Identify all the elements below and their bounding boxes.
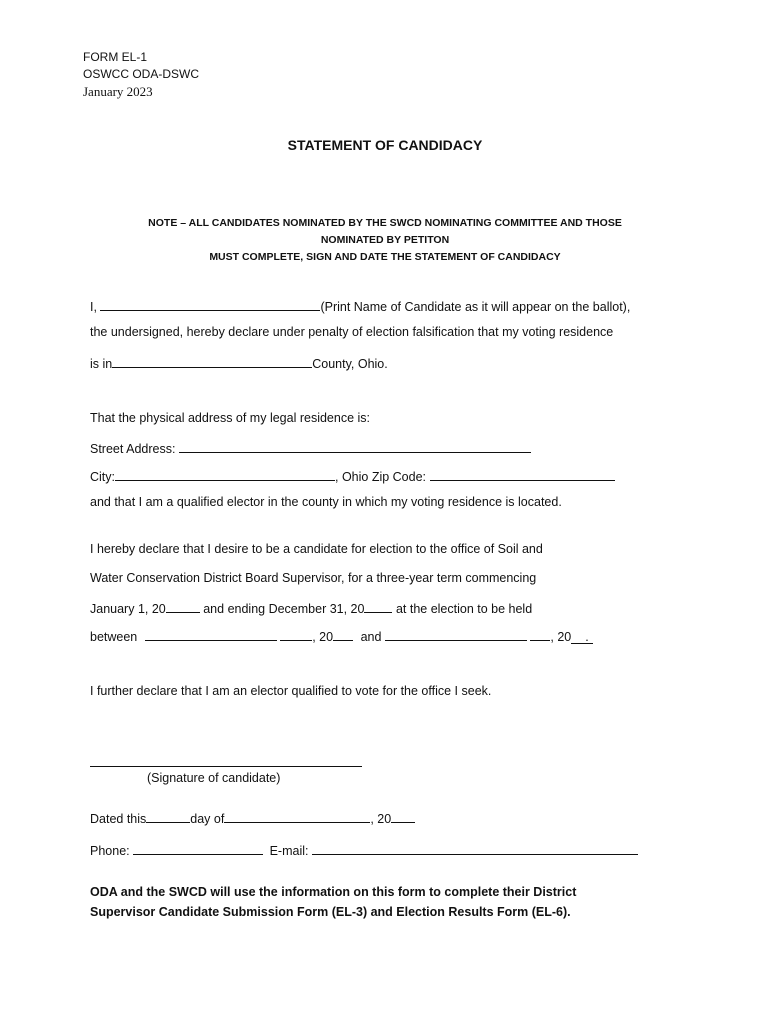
- dated-year-field[interactable]: [391, 809, 415, 823]
- declaration-line-2: the undersigned, hereby declare under penalty of election falsification that my voting residence: [90, 325, 614, 339]
- candidacy-line-2: Water Conservation District Board Supervisor, for a three-year term commencing: [90, 571, 537, 585]
- email-label: E-mail:: [269, 844, 309, 858]
- election-label: at the election to be held: [395, 602, 533, 616]
- address-intro: That the physical address of my legal residence is:: [90, 411, 370, 425]
- candidate-name-field[interactable]: [100, 297, 320, 311]
- ending-label: and ending December 31, 20: [203, 602, 365, 616]
- zip-label: , Ohio Zip Code:: [335, 470, 427, 484]
- zip-code-field[interactable]: [430, 467, 615, 481]
- agency-code: OSWCC ODA-DSWC: [83, 67, 199, 81]
- name-suffix: (Print Name of Candidate as it will appear on the ballot),: [320, 300, 631, 314]
- between-date-field[interactable]: [145, 627, 277, 641]
- qualified-elector-line: and that I am a qualified elector in the county in which my voting residence is located.: [90, 495, 562, 509]
- month-field[interactable]: [224, 809, 370, 823]
- between-label: between: [90, 630, 138, 644]
- dated-this-label: Dated this: [90, 812, 147, 826]
- and-label: and: [360, 630, 382, 644]
- city-field[interactable]: [115, 467, 335, 481]
- note-line-2: NOMINATED BY PETITON: [320, 234, 450, 246]
- candidacy-line-1: I hereby declare that I desire to be a candidate for election to the office of Soil and: [90, 542, 543, 556]
- and-day-field[interactable]: [530, 627, 550, 641]
- footer-line-2: Supervisor Candidate Submission Form (EL-3) and Election Results Form (EL-6).: [90, 905, 571, 919]
- between-comma-20-b: , 20: [550, 630, 572, 644]
- page-title: STATEMENT OF CANDIDACY: [287, 137, 483, 153]
- dated-line: [90, 809, 415, 826]
- between-comma-20-a: , 20: [312, 630, 334, 644]
- further-declaration: I further declare that I am an elector qualified to vote for the office I seek.: [90, 684, 492, 698]
- form-number: FORM EL-1: [83, 50, 148, 64]
- street-label: Street Address:: [90, 442, 176, 456]
- contact-line: [90, 841, 638, 858]
- start-year-field[interactable]: [166, 599, 200, 613]
- city-label: City:: [90, 470, 115, 484]
- term-line: [90, 599, 532, 616]
- footer-line-1: ODA and the SWCD will use the information on this form to complete their District: [90, 885, 577, 899]
- note-line-1: NOTE – ALL CANDIDATES NOMINATED BY THE SWCD NOMINATING COMMITTEE AND THOSE: [148, 217, 622, 229]
- is-in-label: is in: [90, 357, 113, 371]
- phone-field[interactable]: [133, 841, 263, 855]
- jan-prefix: January 1, 20: [90, 602, 166, 616]
- signature-field[interactable]: [90, 766, 362, 767]
- street-line: [90, 439, 531, 456]
- between-line: [90, 627, 593, 644]
- county-suffix: County, Ohio.: [312, 357, 388, 371]
- period: .: [585, 630, 589, 644]
- email-field[interactable]: [312, 841, 638, 855]
- street-address-field[interactable]: [179, 439, 531, 453]
- county-field[interactable]: [112, 354, 312, 368]
- between-year-a-field[interactable]: [333, 627, 353, 641]
- signature-label: (Signature of candidate): [147, 771, 281, 785]
- day-of-label: day of: [190, 812, 225, 826]
- between-day-field[interactable]: [280, 627, 312, 641]
- name-line: [90, 297, 630, 314]
- dated-comma-20: , 20: [370, 812, 392, 826]
- end-year-field[interactable]: [364, 599, 392, 613]
- county-line: [90, 354, 388, 371]
- i-prefix: I,: [90, 300, 97, 314]
- form-date: January 2023: [83, 84, 153, 99]
- city-line: [90, 467, 615, 484]
- day-field[interactable]: [146, 809, 190, 823]
- and-date-field[interactable]: [385, 627, 527, 641]
- phone-label: Phone:: [90, 844, 130, 858]
- between-year-b-field[interactable]: [571, 630, 593, 644]
- note-line-3: MUST COMPLETE, SIGN AND DATE THE STATEMENT OF CANDIDACY: [209, 251, 561, 263]
